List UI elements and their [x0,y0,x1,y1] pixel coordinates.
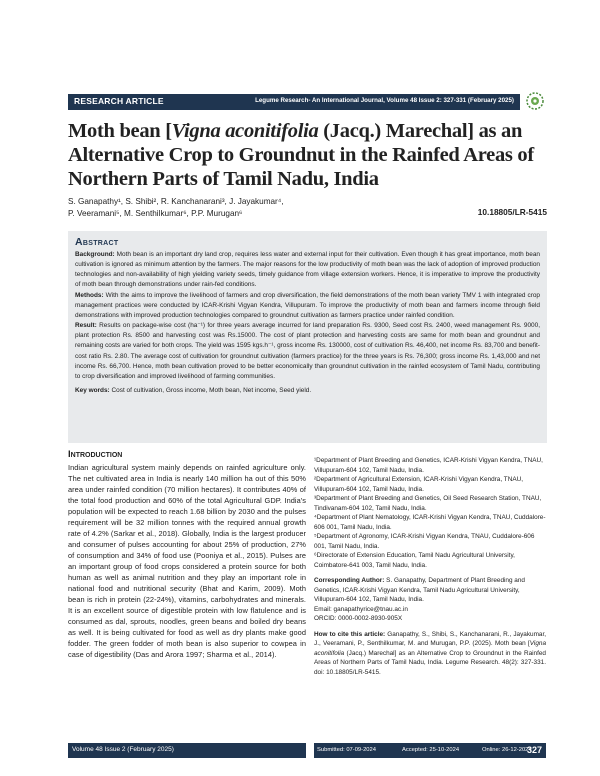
page-number: 327 [526,745,542,755]
corresponding-email[interactable]: Email: ganapathyrice@tnau.ac.in [314,605,408,613]
abstract-heading: Abstract [75,236,119,248]
footer-issue: Volume 48 Issue 2 (February 2025) [72,746,174,753]
affiliations-column [314,456,546,677]
article-header-bar [68,94,520,110]
how-to-cite: How to cite this article: Ganapathy, S., Shibi, S., Kanchanarani, R., Jayakumar, J., Veeramani, P., Senthilkumar, M. and Murugan, P.P. (2025). Moth bean [Vigna aconitifolia (Jacq.) Marechal] as an Alternative Crop to Groundnut in the Rainfed Areas of Northern Parts of Tamil Nadu, India. Legume Research. 48(2): 327-331. doi: 10.18805/LR-5415. [314,630,546,676]
footer-issue-bar [68,743,306,758]
footer-dates-bar [314,743,546,758]
introduction-text: Indian agricultural system mainly depends on rainfed agriculture only. The net cultivated area in India is nearly 140 million ha out of this 50% area under rainfed condition (70 million hectares). It contributes 40% of the total food production and 60% of the total Agricultural GDP. India's population will be expected to reach 1.68 billion by 2030 and the pulses requirement will be 32 million tonnes with the required annual growth rate of 4.2% (Sarkar et al., 2018). Globally, India is the largest producer and consumer of pulses accounting for about 25% of production, 27% of consumption and 34% of food use (Pooniya et al., 2015). Pulses are an important group of food crops considered a protein source for both human as well as animal nutrition and they play an important role in national food and nutritional security (Bhat and Karim, 2009). Moth bean is rich in protein (22-24%), vitamins, carbohydrates and minerals. It is an excellent source of digestible protein with low flatulence and is consumed as dal, sprouts, noodles, green beans and boiled dry beans as well. It is being cultivated for food as well as dry plants make good fodder. The green fodder of moth bean is also superior to cowpea in case of digestibility (Das and Arora 1997; Sharma et al., 2014). [68,463,306,659]
corresponding-orcid[interactable]: ORCID: 0000-0002-8930-905X [314,615,403,622]
affiliation-6: ⁶Directorate of Extension Education, Tamil Nadu Agricultural University, Coimbatore-641 003, Tamil Nadu, India. [314,552,515,569]
author-line-2: P. Veeramani⁵, M. Senthilkumar⁶, P.P. Murugan⁶ [68,208,243,218]
author-line-1: S. Ganapathy¹, S. Shibi², R. Kanchanarani³, J. Jayakumar⁴, [68,197,284,206]
abstract-section [68,231,547,443]
journal-citation: Legume Research- An International Journal, Volume 48 Issue 2: 327-331 (February 2025) [255,97,514,104]
affiliation-1: ¹Department of Plant Breeding and Genetics, ICAR-Krishi Vigyan Kendra, TNAU, Villupuram-604 102, Tamil Nadu, India. [314,457,543,474]
doi-code: 10.18805/LR-5415 [477,207,547,217]
affiliation-5: ⁵Department of Agronomy, ICAR-Krishi Vigyan Kendra, TNAU, Cuddalore-606 001, Tamil Nadu, India. [314,533,535,550]
abstract-keywords: Key words: Cost of cultivation, Gross income, Moth bean, Net income, Seed yield. [75,387,312,395]
corresponding-author: Corresponding Author: S. Ganapathy, Department of Plant Breeding and Genetics, ICAR-Krishi Vigyan Kendra, Tamil Nadu Agricultural University, Villupuram-604 102, Tamil Nadu, India. Email: ganapathyrice@tnau.ac.in ORCID: 0000-0002-8930-905X [314,576,546,624]
abstract-result: Result: Results on package-wise cost (ha⁻¹) for three years average incurred for land preparation Rs. 9300, Seed cost Rs. 2400, weed management Rs. 9000, plant protection Rs. 8500 and harvesting cost was Rs.15000. The cost of plant protection and harvesting costs are same for moth bean and groundnut and remaining costs are varied for both crops. The yield was 1595 kgs.h⁻¹, gross income Rs. 130000, cost of cultivation Rs. 46,400, net income Rs. 83,700 and benefit-cost ratio Rs. 2.80. The average cost of cultivation for groundnut cultivation (farmers practice) for the three years is Rs. 76,300; gross income Rs. 1,43,000 and net income Rs. 66,700. Hence, moth bean cultivation proved to be better economically than groundnut cultivation in the rainfed ecosystem of Tamil Nadu, contributing to crop diversification and improved livelihood of farming communities. [75,322,540,380]
accepted-date: Accepted: 25-10-2024 [402,747,460,753]
introduction-heading: Introduction [68,449,123,460]
journal-logo-icon [524,90,546,112]
affiliation-2: ²Department of Agricultural Extension, ICAR-Krishi Vigyan Kendra, TNAU, Villupuram-604 102, Tamil Nadu, India. [314,476,523,493]
affiliation-3: ³Department of Plant Breeding and Genetics, Oil Seed Research Station, TNAU, Tindivanam-604 102, Tamil Nadu, India. [314,495,542,512]
author-list [68,196,448,219]
article-type-label: RESEARCH ARTICLE [74,96,164,106]
online-date: Online: 26-12-2024 [482,747,532,753]
submitted-date: Submitted: 07-09-2024 [317,747,376,753]
article-title: Moth bean [Vigna aconitifolia (Jacq.) Marechal] as an Alternative Crop to Groundnut in the Rainfed Areas of Northern Parts of Tamil Nadu, India [68,120,534,190]
affiliation-4: ⁴Department of Plant Nematology, ICAR-Krishi Vigyan Kendra, TNAU, Cuddalore-606 001, Tamil Nadu, India. [314,514,546,531]
abstract-background: Background: Moth bean is an important dry land crop, requires less water and external input for their cultivation. Even though it has great importance, moth bean cultivation is ignored as minimum attention by the farmers. The major reasons for the low productivity of moth bean was the lack of adoption of improved production technologies and non-availability of high yielding variety seeds, timely guidance from village extension workers. Hence, it is imperative to improve the productivity of moth bean through demonstrations under rain-fed conditions. [75,251,540,289]
introduction-section [68,449,306,660]
abstract-methods: Methods: With the aims to improve the livelihood of farmers and crop diversification, the field demonstrations of the moth bean variety TMV 1 with integrated crop management practices were conducted by ICAR-Krishi Vigyan Kendra, Villupuram. To improve the productivity of moth bean and farmers income through field demonstrations with improved production technologies compared to groundnut cultivation as farmers practice under rainfed condition. [75,291,540,319]
